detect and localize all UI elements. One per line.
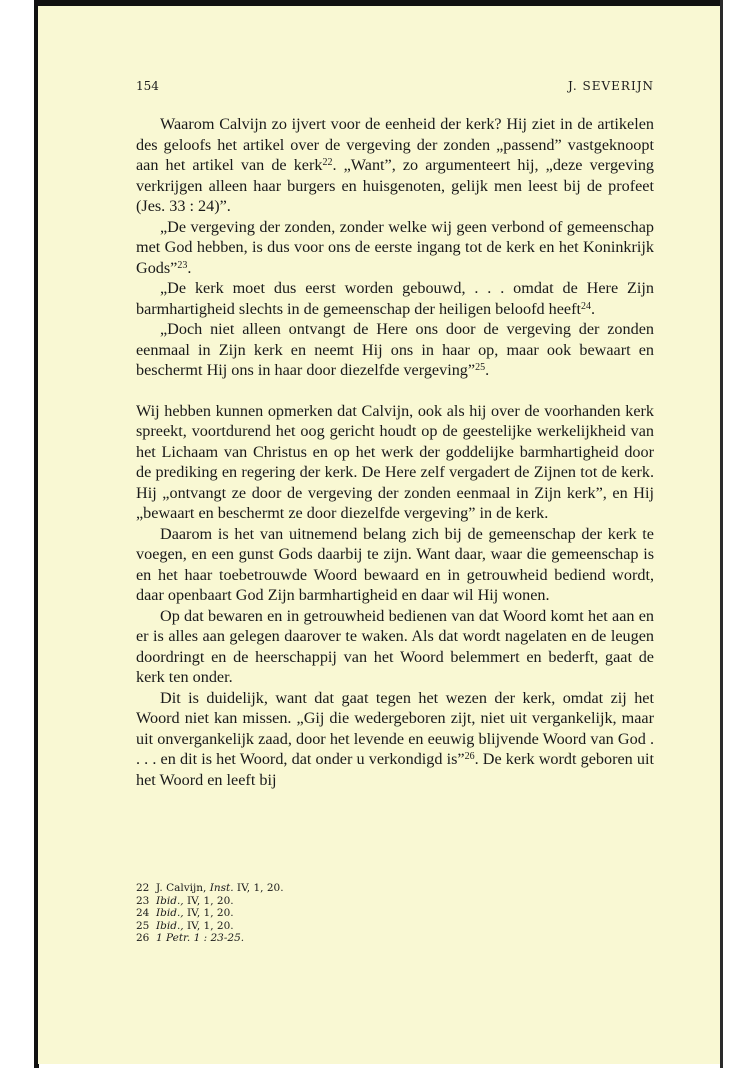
body-text: [136, 114, 654, 790]
footnote-number: 25: [136, 919, 150, 932]
running-header: [136, 79, 654, 99]
footnote: 22 J. Calvijn, Inst. IV, 1, 20.: [136, 882, 284, 894]
footnote-ref[interactable]: 23: [177, 259, 188, 271]
page-number: 154: [136, 79, 159, 93]
quote-paragraph: „De vergeving der zonden, zonder welke wij geen verbond of gemeenschap met God hebben, is dus voor ons de eerste ingang tot de kerk en het Koninkrijk Gods”$^{23}$.: [136, 217, 654, 277]
quote-paragraph: „De kerk moet dus eerst worden gebouwd, . . . omdat de Here Zijn barmhartigheid slechts in de gemeenschap der heiligen beloofd heeft$^{24}$.: [136, 279, 654, 318]
quote-paragraph: „Doch niet alleen ontvangt de Here ons door de vergeving der zonden eenmaal in Zijn kerk en neemt Hij ons in haar op, maar ook bewaart en beschermt Hij ons in haar door diezelfde vergeving”$^{25}$.: [136, 320, 654, 379]
paragraph: Daarom is het van uitnemend belang zich bij de gemeenschap der kerk te voegen, en een gunst Gods daarbij te zijn. Want daar, waar die gemeenschap is en het haar toebetrouwde Woord bewaard en in getrouwheid bediend wordt, daar openbaart God Zijn barmhartigheid en daar wil Hij wonen.: [136, 524, 654, 604]
footnote-ref[interactable]: 24: [581, 300, 591, 312]
footnote-ref[interactable]: 25: [475, 362, 486, 373]
footnote-number: 26: [136, 932, 150, 944]
footnote-number: 24: [136, 907, 150, 919]
footnotes: [136, 882, 654, 945]
footnote: 26 1 Petr. 1 : 23-25.: [136, 932, 245, 944]
running-head-author: J. SEVERIJN: [568, 79, 654, 93]
paragraph: Op dat bewaren en in getrouwheid bedienen van dat Woord komt het aan en er is alles aan gelegen daarover te waken. Als dat wordt nagelaten en de leugen doordringt en de heerschappij van het Woord belemmert en bederft, gaat de kerk ten onder.: [136, 606, 654, 686]
footnote-ref[interactable]: 22: [322, 157, 333, 168]
paragraph: Wij hebben kunnen opmerken dat Calvijn, ook als hij over de voorhanden kerk spreekt, voortdurend het oog gericht houdt op de geestelijke werkelijkheid van het Lichaam van Christus en op het werk der goddelijke barmhartigheid door de prediking en regering der kerk. De Here zelf vergadert de Zijnen tot de kerk. Hij „ontvangt ze door de vergeving der zonden eenmaal in Zijn kerk”, en Hij „bewaart en beschermt ze door diezelfde vergeving” in de kerk.: [136, 401, 654, 522]
paragraph: Dit is duidelijk, want dat gaat tegen het wezen der kerk, omdat zij het Woord niet kan missen. „Gij die wedergeboren zijt, niet uit vergankelijk, maar uit onvergankelijk zaad, door het levende en eeuwig blijvende Woord van God . . . . en dit is het Woord, dat onder u verkondigd is”$^{26}$. De kerk wordt geboren uit het Woord en leeft bij: [136, 688, 654, 789]
footnote: 24 Ibid., IV, 1, 20.: [136, 907, 234, 919]
footnote-number: 22: [136, 882, 150, 894]
footnote-number: 23: [136, 894, 150, 907]
footnote: 25 Ibid., IV, 1, 20.: [136, 919, 234, 932]
footnote-ref[interactable]: 26: [464, 751, 475, 762]
footnote: 23 Ibid., IV, 1, 20.: [136, 894, 234, 907]
scan-edge-right: [720, 0, 723, 1068]
paragraph: Waarom Calvijn zo ijvert voor de eenheid der kerk? Hij ziet in de artikelen des geloofs het artikel over de vergeving der zonden „passend” vastgeknoopt aan het artikel van de kerk$^{22}$. „Want”, zo argumenteert hij, „deze vergeving verkrijgen alleen haar burgers en huisgenoten, gelijk men leest bij de profeet (Jes. 33 : 24)”.: [136, 115, 655, 215]
